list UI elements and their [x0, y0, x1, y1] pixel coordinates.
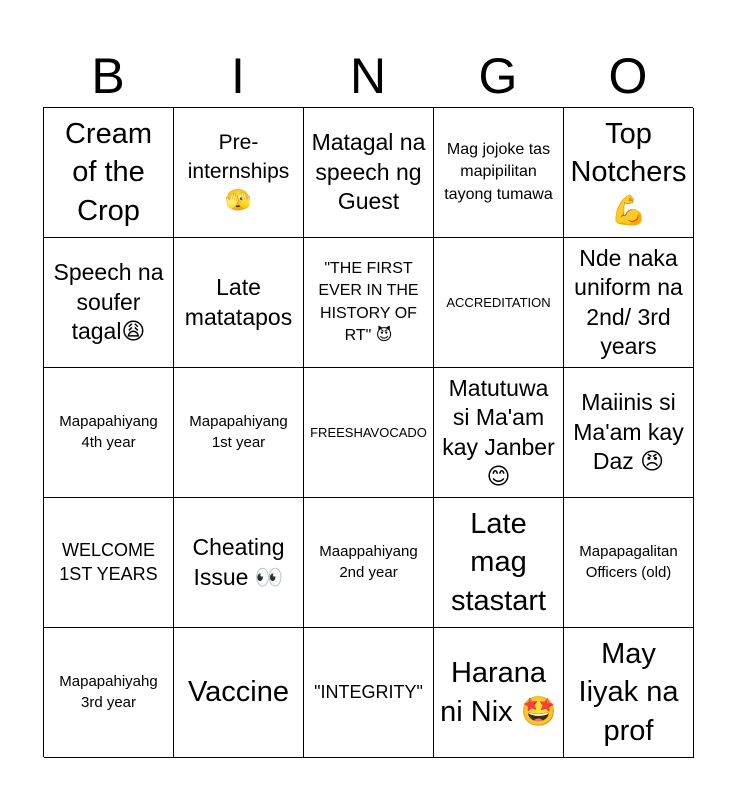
bingo-cell[interactable]: Mapapahiyang 1st year	[174, 368, 304, 498]
bingo-cell[interactable]: Maiinis si Ma'am kay Daz 😠	[564, 368, 694, 498]
bingo-cell[interactable]: Harana ni Nix 🤩	[434, 628, 564, 758]
header-letter-b: B	[91, 48, 125, 104]
bingo-cell[interactable]: Maappahiyang 2nd year	[304, 498, 434, 628]
header-letter-o: O	[608, 48, 648, 104]
header-letter-i: I	[231, 48, 245, 104]
bingo-cell[interactable]: FREESHAVOCADO	[304, 368, 434, 498]
bingo-cell[interactable]: Matagal na speech ng Guest	[304, 108, 434, 238]
bingo-cell[interactable]: Mapapagalitan Officers (old)	[564, 498, 694, 628]
header-letter-g: G	[478, 48, 518, 104]
bingo-cell[interactable]: Late matatapos	[174, 238, 304, 368]
bingo-cell[interactable]: Top Notchers 💪	[564, 108, 694, 238]
bingo-cell[interactable]: Vaccine	[174, 628, 304, 758]
bingo-cell[interactable]: Cheating Issue 👀	[174, 498, 304, 628]
bingo-cell[interactable]: Pre-internships 🫣	[174, 108, 304, 238]
bingo-grid	[43, 107, 693, 757]
bingo-cell[interactable]: Mapapahiyang 4th year	[44, 368, 174, 498]
bingo-cell[interactable]: Nde naka uniform na 2nd/ 3rd years	[564, 238, 694, 368]
bingo-cell[interactable]: Mapapahiyahg 3rd year	[44, 628, 174, 758]
bingo-cell[interactable]: Speech na soufer tagal😩	[44, 238, 174, 368]
header-letter-n: N	[349, 48, 387, 104]
bingo-cell[interactable]: Matutuwa si Ma'am kay Janber 😊	[434, 368, 564, 498]
bingo-cell[interactable]: Late mag stastart	[434, 498, 564, 628]
bingo-header	[43, 44, 693, 108]
bingo-cell[interactable]: ACCREDITATION	[434, 238, 564, 368]
bingo-cell[interactable]: "INTEGRITY"	[304, 628, 434, 758]
bingo-cell[interactable]: "THE FIRST EVER IN THE HISTORY OF RT" 😈	[304, 238, 434, 368]
bingo-cell[interactable]: May Iiyak na prof	[564, 628, 694, 758]
bingo-cell[interactable]: WELCOME 1ST YEARS	[44, 498, 174, 628]
bingo-cell[interactable]: Cream of the Crop	[44, 108, 174, 238]
bingo-cell[interactable]: Mag jojoke tas mapipilitan tayong tumawa	[434, 108, 564, 238]
